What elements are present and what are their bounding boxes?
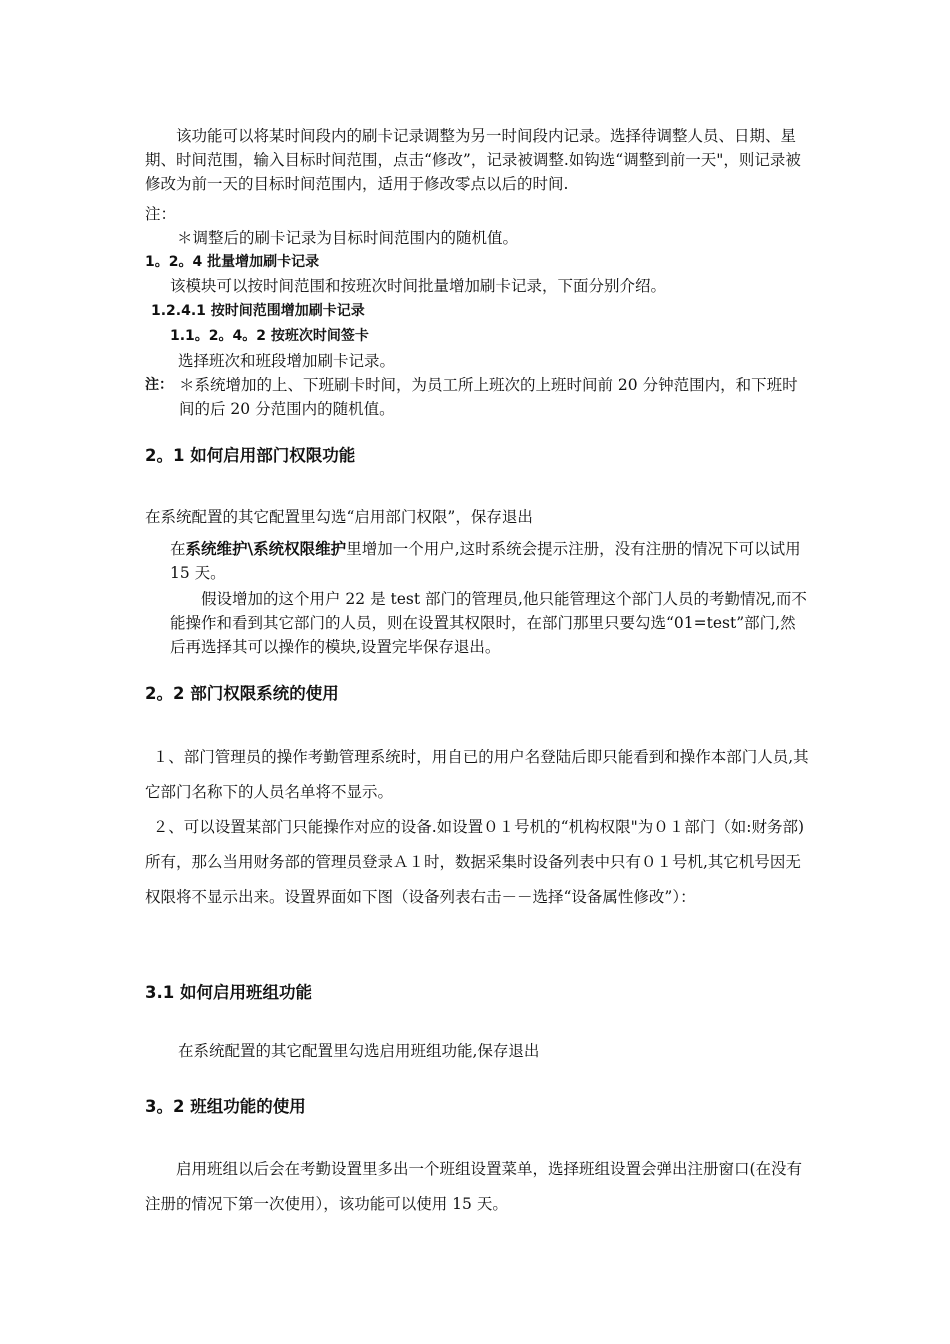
heading-3-1: 3.1 如何启用班组功能: [145, 983, 312, 1002]
heading-1-2-4-1: 1.2.4.1 按时间范围增加刷卡记录: [151, 303, 365, 319]
note-2-text: ＊系统增加的上、下班刷卡时间，为员工所上班次的上班时间前 20 分钟范围内，和下班时间的后 20 分范围内的随机值。: [179, 376, 798, 418]
para-1-2-4: 该模块可以按时间范围和按班次时间批量增加刷卡记录，下面分别介绍。: [170, 277, 667, 295]
para-2-1-b-bold: 系统维护\系统权限维护: [185, 539, 347, 558]
para-2-1-b: [170, 537, 810, 585]
para-2-1-b-pre: 在: [170, 540, 186, 558]
para-1-2-4-2: 选择班次和班段增加刷卡记录。: [178, 352, 396, 370]
para-2-1-b-post: 里增加一个用户,这时系统会提示注册，没有注册的情况下可以试用 15 天。: [170, 540, 801, 582]
note-1-label: 注：: [145, 205, 177, 223]
para-2-2-b: ２、可以设置某部门只能操作对应的设备.如设置０１号机的“机构权限"为０１部门（如:财务部)所有，那么当用财务部的管理员登录Ａ１时，数据采集时设备列表中只有０１号机,其它机号因无权限将不显示出来。设置界面如下图（设备列表右击－－选择“设备属性修改”）：: [145, 818, 805, 906]
heading-1-2-4: 1。2。4 批量增加刷卡记录: [145, 254, 320, 270]
para-3-2: 启用班组以后会在考勤设置里多出一个班组设置菜单，选择班组设置会弹出注册窗口(在没有注册的情况下第一次使用），该功能可以使用 15 天。: [145, 1160, 803, 1213]
note-1-text: ＊调整后的刷卡记录为目标时间范围内的随机值。: [177, 229, 519, 247]
heading-2-1: 2。1 如何启用部门权限功能: [145, 446, 356, 465]
para-adjust-records: 该功能可以将某时间段内的刷卡记录调整为另一时间段内记录。选择待调整人员、日期、星期、时间范围，输入目标时间范围，点击“修改”，记录被调整.如钩选“调整到前一天"，则记录被修改为前一天的目标时间范围内，适用于修改零点以后的时间.: [145, 127, 801, 193]
note-2: [145, 373, 815, 421]
note-2-label: 注：: [145, 377, 173, 393]
heading-3-2: 3。2 班组功能的使用: [145, 1097, 306, 1116]
para-3-1: 在系统配置的其它配置里勾选启用班组功能,保存退出: [178, 1042, 540, 1060]
para-2-1-a: 在系统配置的其它配置里勾选“启用部门权限”，保存退出: [145, 508, 533, 526]
note-1: [145, 202, 810, 250]
para-2-1-c: 假设增加的这个用户 22 是 test 部门的管理员,他只能管理这个部门人员的考勤情况,而不能操作和看到其它部门的人员，则在设置其权限时，在部门那里只要勾选“01=test”部门,然后再选择其可以操作的模块,设置完毕保存退出。: [170, 590, 807, 656]
para-2-2-a: １、部门管理员的操作考勤管理系统时，用自已的用户名登陆后即只能看到和操作本部门人员,其它部门名称下的人员名单将不显示。: [145, 748, 809, 801]
heading-2-2: 2。2 部门权限系统的使用: [145, 684, 339, 703]
heading-1-2-4-2: 1.1。2。4。2 按班次时间签卡: [170, 328, 369, 344]
